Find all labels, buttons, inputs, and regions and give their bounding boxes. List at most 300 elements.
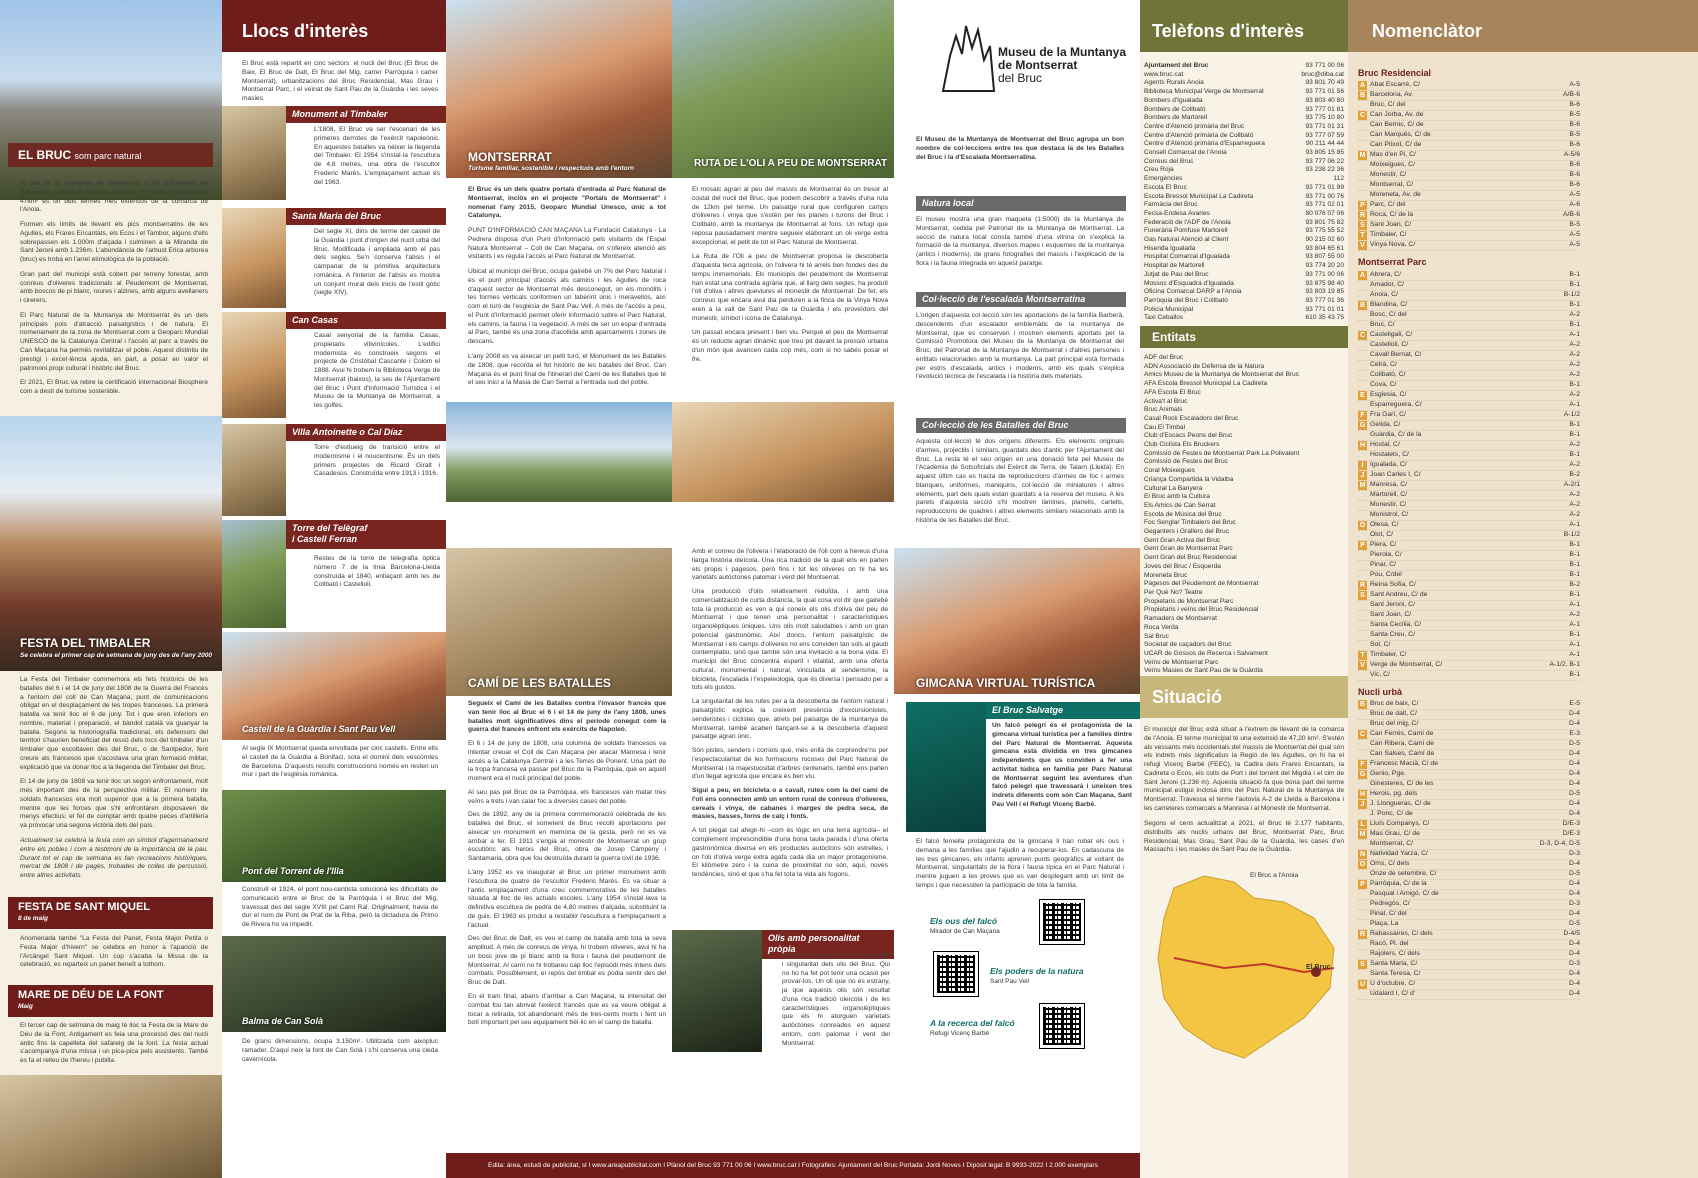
nomenclator-row bbox=[1358, 720, 1580, 730]
street-name: Onze de setembre, C/ bbox=[1370, 869, 1437, 877]
street-coord: B-6 bbox=[1569, 101, 1580, 109]
nomenclator-row bbox=[1358, 910, 1580, 920]
phone-number[interactable]: 93 803 19 85 bbox=[1305, 288, 1344, 296]
street-name: Can Jorba, Av. de bbox=[1370, 111, 1424, 119]
street-name: Parc, C/ del bbox=[1370, 201, 1406, 209]
phone-number[interactable]: 93 771 01 31 bbox=[1305, 122, 1344, 130]
nomenclator-row bbox=[1358, 351, 1580, 361]
place-title-villa: Villa Antoinette o Cal Díaz bbox=[286, 424, 446, 441]
phone-number[interactable]: 93 771 00 06 bbox=[1305, 270, 1344, 278]
street-coord: A-2 bbox=[1569, 370, 1580, 378]
phone-name: Ajuntament del Bruc bbox=[1144, 62, 1209, 69]
entitat-item: Pagesos del Peudemont de Montserrat bbox=[1144, 580, 1259, 588]
phone-number[interactable]: 93 771 01 89 bbox=[1305, 183, 1344, 191]
phone-number[interactable]: 93 777 01 36 bbox=[1305, 296, 1344, 304]
street-name: Mas d'en Pi, C/ bbox=[1370, 151, 1416, 159]
street-name: Mas Grau, C/ de bbox=[1370, 829, 1420, 837]
street-name: Martorell, C/ bbox=[1370, 490, 1408, 498]
street-coord: B-1 bbox=[1569, 670, 1580, 678]
phone-number[interactable]: 93 775 10 80 bbox=[1305, 114, 1344, 122]
nomenclator-row bbox=[1358, 111, 1580, 121]
letter-badge: O bbox=[1359, 521, 1366, 529]
entitat-item: Gent Gran Activa del Bruc bbox=[1144, 536, 1221, 544]
street-name: Natividad Yarza, C/ bbox=[1370, 849, 1428, 857]
phone-row bbox=[1144, 219, 1344, 228]
nomenclator-row bbox=[1358, 591, 1580, 601]
phone-row bbox=[1144, 114, 1344, 123]
phone-row bbox=[1144, 314, 1344, 323]
street-coord: B-1 bbox=[1569, 320, 1580, 328]
nomenclator-row bbox=[1358, 601, 1580, 611]
street-coord: D-3 bbox=[1569, 899, 1580, 907]
street-name: Parròquia, C/ de la bbox=[1370, 879, 1427, 887]
street-coord: A-1 bbox=[1569, 600, 1580, 608]
phone-row bbox=[1144, 236, 1344, 245]
column-telefons bbox=[1140, 0, 1348, 1178]
nomenclator-row bbox=[1358, 581, 1580, 591]
nomenclator-row bbox=[1358, 960, 1580, 970]
cami-batalles-title: CAMÍ DE LES BATALLES bbox=[468, 676, 611, 690]
letter-badge: G bbox=[1359, 421, 1366, 429]
batalles-text: Aquesta col·lecció té dos orígens diferents. Els elements originals d'armes, projectils i similars, guardats des d'antic per l'Ajuntament del Bruc. La resta té el seu origen en una donació feta pel Museu de l'Acadèmia de Sotsoficials del Exèrcit de Terra, de Talarn (Lleida). En aquest últim cas es tracta de reproduccions d'armes de foc i armes blanques, uniformes, maniquins, col·lecció de miniatures i altres elements, part dels quals estan guardats a la reserva del museu. A les parets d'aquesta secció s'hi mostren làmines, planells, cartells, reproduccions de quadres i altres elements similars relacionats amb la història de les Batalles del Bruc. bbox=[916, 438, 1124, 524]
street-name: Sant Joan, C/ bbox=[1370, 221, 1412, 229]
street-coord: D/E-3 bbox=[1562, 829, 1580, 837]
nomenclator-row bbox=[1358, 840, 1580, 850]
street-coord: D-5 bbox=[1569, 789, 1580, 797]
letter-badge: H bbox=[1359, 441, 1366, 449]
place-title-santa-maria: Santa Maria del Bruc bbox=[286, 208, 446, 225]
letter-badge: C bbox=[1359, 730, 1366, 738]
street-coord: D-4 bbox=[1569, 879, 1580, 887]
phone-number[interactable]: 80 076 07 06 bbox=[1305, 209, 1344, 217]
phone-number[interactable]: 93 805 15 85 bbox=[1305, 149, 1344, 157]
letter-badge bbox=[1358, 641, 1367, 650]
street-coord: B-6 bbox=[1569, 121, 1580, 129]
phone-name: Federació de l'ADF de l'Anoia bbox=[1144, 218, 1231, 226]
phone-number[interactable]: 93 777 06 22 bbox=[1305, 157, 1344, 165]
letter-badge bbox=[1358, 381, 1367, 390]
sant-miquel-header: FESTA DE SANT MIQUEL 8 de maig bbox=[8, 897, 213, 929]
letter-badge bbox=[1358, 281, 1367, 290]
letter-badge: R bbox=[1359, 212, 1366, 220]
letter-badge bbox=[1358, 810, 1367, 819]
letter-badge bbox=[1358, 101, 1367, 110]
street-coord: A-1 bbox=[1569, 640, 1580, 648]
nomenclator-row bbox=[1358, 641, 1580, 651]
street-coord: B-1 bbox=[1569, 550, 1580, 558]
street-coord: B-1 bbox=[1569, 270, 1580, 278]
entitat-item: Joves del Bruc / Esquerda bbox=[1144, 562, 1221, 570]
street-coord: A-2 bbox=[1569, 390, 1580, 398]
street-name: Rabassaires, C/ dels bbox=[1370, 929, 1433, 937]
nomenclator-row bbox=[1358, 211, 1580, 221]
nomenclator-row bbox=[1358, 651, 1580, 661]
phone-name: Taxi Ceballos bbox=[1144, 314, 1184, 322]
nomenclator-row bbox=[1358, 541, 1580, 551]
nomenclator-row bbox=[1358, 91, 1580, 101]
letter-badge bbox=[1358, 401, 1367, 410]
nomenclator-section-title: Bruc Residencial bbox=[1358, 68, 1432, 78]
el-bruc-title: EL BRUC som parc natural bbox=[8, 143, 213, 167]
phone-number[interactable]: 610 35 43 75 bbox=[1305, 314, 1344, 322]
street-name: Pedregós, C/ bbox=[1370, 899, 1410, 907]
letter-badge bbox=[1358, 990, 1367, 999]
phone-name: Biblioteca Municipal Verge de Montserrat bbox=[1144, 88, 1264, 96]
street-name: J. Llongueras, C/ de bbox=[1370, 799, 1431, 807]
street-name: Esglesia, C/ bbox=[1370, 390, 1407, 398]
phone-row bbox=[1144, 297, 1344, 306]
entitat-item: Propietaris de Montserrat Parc bbox=[1144, 597, 1234, 605]
phone-number[interactable]: 93 771 01 56 bbox=[1305, 88, 1344, 96]
street-coord: A-1 bbox=[1569, 520, 1580, 528]
phone-number[interactable]: 93 801 70 49 bbox=[1305, 79, 1344, 87]
nomenclator-row bbox=[1358, 760, 1580, 770]
entitat-item: ADF del Bruc bbox=[1144, 354, 1184, 361]
place-text-villa: Torre d'estiueig de transició entre el modernisme i el noucentisme. És un dels primers projectes de Ricard Giralt i Casadesús. Construïda entre 1913 i 1916. bbox=[314, 444, 440, 478]
letter-badge: M bbox=[1359, 481, 1366, 489]
letter-badge bbox=[1358, 321, 1367, 330]
street-coord: A-5 bbox=[1569, 81, 1580, 89]
map-label: El Bruc a l'Anoia bbox=[1250, 872, 1299, 879]
letter-badge: F bbox=[1358, 760, 1367, 769]
letter-badge: C bbox=[1359, 112, 1366, 120]
letter-badge bbox=[1358, 621, 1367, 630]
phone-name: Farmàcia del Bruc bbox=[1144, 201, 1198, 209]
phone-row bbox=[1144, 175, 1344, 184]
street-name: Monestir, C/ bbox=[1370, 500, 1407, 508]
street-name: Can Marquès, C/ de bbox=[1370, 131, 1431, 139]
nomenclator-list bbox=[1358, 62, 1580, 1000]
street-coord: A-2 bbox=[1569, 490, 1580, 498]
street-name: Esparreguera, C/ bbox=[1370, 400, 1422, 408]
letter-badge bbox=[1358, 121, 1367, 130]
telefons-title: Telèfons d'interès bbox=[1140, 0, 1348, 52]
letter-badge bbox=[1358, 561, 1367, 570]
letter-badge bbox=[1358, 511, 1367, 520]
pont-text: Construït el 1924, el pont nou-centista soluciona les dificultats de comunicació entre el Bruc de la Parròquia i el Bruc del Mig, travessat des del segle XVIII pel Camí Ral. Originalment, havia de dur el nom de Pont de Prat de la Riba, però la dictadura de Primo de Rivera ho va impedir. bbox=[242, 886, 438, 929]
letter-badge: P bbox=[1358, 541, 1367, 550]
column-el-bruc bbox=[0, 0, 222, 1178]
street-name: Udalard I, C/ d' bbox=[1370, 989, 1416, 997]
nomenclator-row bbox=[1358, 551, 1580, 561]
nomenclator-row bbox=[1358, 511, 1580, 521]
street-name: Herois, pg. dels bbox=[1370, 789, 1418, 797]
letter-badge: A bbox=[1359, 82, 1366, 90]
phone-number[interactable]: 93 771 01 01 bbox=[1305, 305, 1344, 313]
street-coord: A-2 bbox=[1569, 340, 1580, 348]
phone-number[interactable]: 93 774 20 20 bbox=[1305, 262, 1344, 270]
phone-name: Mossos d'Esquadra d'Igualada bbox=[1144, 279, 1234, 287]
nomenclator-row bbox=[1358, 141, 1580, 151]
phone-row bbox=[1144, 158, 1344, 167]
phone-number[interactable]: 93 771 02 01 bbox=[1305, 201, 1344, 209]
letter-badge: S bbox=[1358, 960, 1367, 969]
street-coord: A-1/2 bbox=[1563, 410, 1580, 418]
falco-text: El falcó femella protagonista de la gimcana li han robat els ous i demana a les famílies que l'ajudin a recuperar-los. En cadascuna de les tres gimcanes, els infants aprenen punts geogràfics al voltant de Montserrat, singularitats de la flora i fauna típica en el Parc Natural i mentre juguen a les proves que es van desplegant amb un límit de temps i que necessiten la participació de tota la família. bbox=[916, 838, 1124, 889]
street-name: Francesc Macià, C/ de bbox=[1370, 759, 1438, 767]
phone-number[interactable]: 93 875 98 40 bbox=[1305, 279, 1344, 287]
phone-row bbox=[1144, 132, 1344, 141]
street-name: Barcelona, Av. bbox=[1370, 91, 1414, 99]
street-coord: A/B-6 bbox=[1563, 91, 1580, 99]
nomenclator-row bbox=[1358, 371, 1580, 381]
phone-number[interactable]: 93 777 01 81 bbox=[1305, 105, 1344, 113]
phone-row bbox=[1144, 97, 1344, 106]
street-name: Sant Joan, C/ bbox=[1370, 610, 1412, 618]
phone-number[interactable]: 93 801 75 82 bbox=[1305, 218, 1344, 226]
entitat-item: Amics Museu de la Muntanya de Montserrat del Bruc bbox=[1144, 371, 1300, 379]
street-coord: A-2 bbox=[1569, 610, 1580, 618]
phone-name: Hisenda Igualada bbox=[1144, 244, 1196, 252]
letter-badge: B bbox=[1359, 700, 1366, 708]
letter-badge: I bbox=[1358, 461, 1367, 470]
phone-number[interactable]: bruc@diba.cat bbox=[1301, 70, 1344, 78]
nomenclator-row bbox=[1358, 571, 1580, 581]
nomenclator-row bbox=[1358, 561, 1580, 571]
phone-number[interactable]: 93 777 07 59 bbox=[1305, 131, 1344, 139]
letter-badge bbox=[1358, 870, 1367, 879]
street-name: Piera, C/ bbox=[1370, 540, 1397, 548]
street-coord: D-4 bbox=[1569, 909, 1580, 917]
nomenclator-row bbox=[1358, 521, 1580, 531]
letter-badge: T bbox=[1358, 651, 1367, 660]
street-coord: E-5 bbox=[1569, 699, 1580, 707]
phone-number[interactable]: 93 807 55 00 bbox=[1305, 253, 1344, 261]
street-coord: B-1/2 bbox=[1563, 530, 1580, 538]
phone-number[interactable]: 112 bbox=[1333, 175, 1344, 183]
letter-badge bbox=[1358, 970, 1367, 979]
phone-name: Correus del Bruc bbox=[1144, 157, 1194, 165]
nomenclator-row bbox=[1358, 930, 1580, 940]
street-name: Fra Garí, C/ bbox=[1370, 410, 1406, 418]
entitat-item: UCAR de Gossos de Recerca i Salvament bbox=[1144, 649, 1268, 657]
letter-badge: P bbox=[1358, 880, 1367, 889]
street-name: Vinya Nova, C/ bbox=[1370, 241, 1416, 249]
phone-row bbox=[1144, 193, 1344, 202]
entitat-item: Cau El Timbal bbox=[1144, 423, 1186, 431]
nomenclator-row bbox=[1358, 990, 1580, 1000]
letter-badge bbox=[1358, 601, 1367, 610]
street-name: Monistrol, C/ bbox=[1370, 510, 1409, 518]
street-coord: D-4 bbox=[1569, 749, 1580, 757]
street-name: Abat Escarré, C/ bbox=[1370, 81, 1420, 89]
phone-name: Escola Bressol Municipal La Cadireta bbox=[1144, 192, 1254, 200]
street-name: Pou, C/del bbox=[1370, 570, 1402, 578]
street-coord: D-3, D-4, D-5 bbox=[1539, 839, 1580, 847]
nomenclator-row bbox=[1358, 820, 1580, 830]
phone-row bbox=[1144, 306, 1344, 315]
street-name: Moixeigues, C/ bbox=[1370, 161, 1415, 169]
letter-badge: L bbox=[1358, 820, 1367, 829]
nomenclator-title: Nomenclàtor bbox=[1348, 0, 1698, 52]
phone-name: Funerària Pomfuse Martorell bbox=[1144, 227, 1228, 235]
street-coord: E-3 bbox=[1569, 729, 1580, 737]
nomenclator-row bbox=[1358, 151, 1580, 161]
phone-row bbox=[1144, 288, 1344, 297]
nomenclator-row bbox=[1358, 221, 1580, 231]
street-coord: A-2 bbox=[1569, 440, 1580, 448]
street-name: Bruc, C/ bbox=[1370, 320, 1395, 328]
qr-code-2[interactable] bbox=[934, 952, 978, 996]
street-name: Castelloli, C/ bbox=[1370, 340, 1409, 348]
column-llocs bbox=[222, 0, 446, 1178]
letter-badge: T bbox=[1358, 231, 1367, 240]
nomenclator-row bbox=[1358, 710, 1580, 720]
street-coord: B-1/2 bbox=[1563, 290, 1580, 298]
street-coord: B-1 bbox=[1569, 540, 1580, 548]
phone-number[interactable]: 93 238 22 36 bbox=[1305, 166, 1344, 174]
letter-badge: R bbox=[1359, 581, 1366, 589]
street-name: Manresa, C/ bbox=[1370, 480, 1408, 488]
nomenclator-row bbox=[1358, 970, 1580, 980]
phone-number[interactable]: 93 771 00 06 bbox=[1305, 62, 1344, 69]
qr3-subtitle: Refugi Vicenç Barbé bbox=[930, 1030, 990, 1037]
street-coord: D-4 bbox=[1569, 799, 1580, 807]
nomenclator-row bbox=[1358, 890, 1580, 900]
nomenclator-row bbox=[1358, 281, 1580, 291]
balma-text: De grans dimensions, ocupa 3.150m². Utilitzada com aixopluc ramader. D'aquí neix la font de Can Solà i s'hi conserva una cleda cavernícola. bbox=[242, 1038, 438, 1063]
phone-name: Centre d'Atenció primària del Bruc bbox=[1144, 122, 1245, 130]
street-coord: A-1 bbox=[1569, 620, 1580, 628]
street-coord: D-4 bbox=[1569, 969, 1580, 977]
nomenclator-row bbox=[1358, 241, 1580, 251]
entitat-item: Geganters i Grallers del Bruc bbox=[1144, 528, 1230, 536]
phone-row bbox=[1144, 140, 1344, 149]
entitat-item: Ramaders de Montserrat bbox=[1144, 615, 1217, 623]
entitat-item: Els Amics de Can Serrat bbox=[1144, 501, 1216, 509]
street-name: Montserrat, C/ bbox=[1370, 181, 1414, 189]
phone-name: Policia Municipal bbox=[1144, 305, 1194, 313]
phone-name: Fecsa-Endesa Avaries bbox=[1144, 209, 1210, 217]
column-nomenclator bbox=[1348, 0, 1698, 1178]
entitat-item: Bruc Animals bbox=[1144, 406, 1183, 414]
entitat-item: Activa't al Bruc bbox=[1144, 397, 1188, 405]
street-name: Can Salses, Camí de bbox=[1370, 749, 1435, 757]
letter-badge bbox=[1358, 361, 1367, 370]
entitat-item: Veïns Masies de Sant Pau de la Guàrdia bbox=[1144, 667, 1263, 675]
street-coord: B-1 bbox=[1569, 560, 1580, 568]
festa-timbaler-subtitle: Se celebra el primer cap de setmana de juny des de l'any 2000 bbox=[20, 652, 212, 659]
nomenclator-row bbox=[1358, 740, 1580, 750]
street-name: Abrera, C/ bbox=[1370, 270, 1401, 278]
nomenclator-row bbox=[1358, 401, 1580, 411]
nomenclator-row bbox=[1358, 611, 1580, 621]
street-name: Bruc de dalt, C/ bbox=[1370, 709, 1417, 717]
street-coord: A-2 bbox=[1569, 310, 1580, 318]
phone-row bbox=[1144, 227, 1344, 236]
street-name: Montserrat, C/ bbox=[1370, 839, 1414, 847]
phone-name: Gas Natural Atenció al Client bbox=[1144, 236, 1229, 244]
nomenclator-row bbox=[1358, 780, 1580, 790]
entitat-item: Club Ciclista Els Bruckers bbox=[1144, 441, 1220, 449]
street-coord: B-2 bbox=[1569, 470, 1580, 478]
letter-badge bbox=[1358, 551, 1367, 560]
letter-badge: R bbox=[1359, 930, 1366, 938]
nomenclator-row bbox=[1358, 790, 1580, 800]
nomenclator-row bbox=[1358, 321, 1580, 331]
qr-code-1[interactable] bbox=[1040, 900, 1084, 944]
nomenclator-row bbox=[1358, 621, 1580, 631]
street-coord: B-6 bbox=[1569, 141, 1580, 149]
nomenclator-row bbox=[1358, 161, 1580, 171]
street-coord: D-4 bbox=[1569, 889, 1580, 897]
phone-name: Creu Roja bbox=[1144, 166, 1174, 174]
phone-name: Bombers de Collbató bbox=[1144, 105, 1206, 113]
street-coord: B-5 bbox=[1569, 221, 1580, 229]
nomenclator-row bbox=[1358, 880, 1580, 890]
phone-row bbox=[1144, 280, 1344, 289]
street-coord: B-1 bbox=[1569, 570, 1580, 578]
street-coord: D-3 bbox=[1569, 959, 1580, 967]
qr-code-3[interactable] bbox=[1040, 1004, 1084, 1048]
torre-photo bbox=[222, 520, 286, 628]
street-name: Pinal, C/ del bbox=[1370, 909, 1407, 917]
entitat-item: ADN Associació de Defensa de la Natura bbox=[1144, 362, 1265, 370]
nomenclator-row bbox=[1358, 231, 1580, 241]
place-text-santa-maria: Del segle XI, dins de terme del castell de la Guàrdia i punt d'origen del nucli urbà del Bruc. Modificada i ampliada amb el pas dels segles. Se'n conserva l'absis i el campanar de la primitiva arquitectura romànica. A l'interior de l'absis es mostra un conjunt mural dels inicis de l'estil gòtic (segle XIV). bbox=[314, 228, 440, 297]
phone-number[interactable]: 90 215 02 60 bbox=[1305, 236, 1344, 244]
phone-number[interactable]: 93 804 65 61 bbox=[1305, 244, 1344, 252]
phone-number[interactable]: 93 803 40 80 bbox=[1305, 96, 1344, 104]
phone-name: Bombers d'Igualada bbox=[1144, 96, 1203, 104]
place-text-torre: Restes de la torre de telegrafia òptica número 7 de la línia Barcelona-Lleida construïda el 1840, enllaçant amb les de Collbató i Castelloli. bbox=[314, 555, 440, 589]
street-name: Can Ribera, Camí de bbox=[1370, 739, 1434, 747]
street-name: Santa Maria, C/ bbox=[1370, 959, 1418, 967]
nomenclator-row bbox=[1358, 810, 1580, 820]
street-coord: B-5 bbox=[1569, 131, 1580, 139]
llocs-intro: El Bruc està repartit en cinc sectors: el nucli del Bruc (El Bruc de Baix, El Bruc de Dalt, El Bruc del Mig, carrer Parròquia i carrer Montserrat), urbanitzacions del Bruc Residencial, Mas Grau i Montserrat Parc, i el veïnat de Sant Pau de la Guàrdia i les seves masies. bbox=[242, 60, 438, 102]
street-coord: B-1 bbox=[1569, 450, 1580, 458]
phone-number[interactable]: 93 771 00 76 bbox=[1305, 192, 1344, 200]
street-name: Can Ferrés, Camí de bbox=[1370, 729, 1434, 737]
oli-text-2: Amb el conreu de l'olivera i l'elaboració de l'oli com a hereus d'una llarga història oleícola. Una rica tradició de la qual ens en parlen els propis i pagesos, però fins i tot les oliveres on hi ha les varietats autòctones palomar i verd del Montserrat. Una producció d'olis relativament reduïda, i amb una comercialització de curta distància, la qual cosa vol dir que gairebé tota la producció es ven a qui coneix els olis d'oliva del peu de Montserrat i que tenen una personalitat i característiques organolèptiques úniques. Uns olis molt saludables i amb un gran potencial gastronòmic. Així doncs, l'entorn paisatgístic de Montserrat i els camps d'oliveres no ens conviden tan sols al gaudi contemplatiu, sinó que també són una invitació a la bona vida. El municipi del Bruc concentra esperit i vitalitat, amb una oferta cultural, monumental i natural, vinculada al senderisme, la bicicleta, l'escalada i l'espeleologia, que és diversa i pensado per a tots els gustos. La singularitat de les rutes per a la descoberta de l'entorn natural i paisatgístic explica la creixent presència d'excursionistes, senderistes i ciclistes que, atrets pel paisatge de la muntanya de Montserrat, també acaben llançant-se a la descoberta d'aquest paisatge agrari únic. Són pistes, senders i corriols que, més enllà de corprendre'ns per l'espectacularitat de les formacions rocoses del Parc Natural de Montserrat i la majestuositat d'arbres centenaris, també ens parlen d'un llegat agrícola que encara és ben viu. Sigui a peu, en bicicleta o a cavall, rutes com la del camí de l'oli ens connecten amb un entorn rural de conreus d'oliveres, cereals i vinya, de cabanes i marges de pedra seca, de masies, basses, forns de calç i fonts. A tot plegat cal afegir-hi –com és lògic en una terra agrícola– el complement imprescindible d'una bona taula parada i d'una oferta gastronòmica diversa en els productes autòctons són estrelles, i on l'oli d'oliva verge extra agafa cada dia un major protagonisme. El kilòmetre zero i la cuina de proximitat no són, aquí, noves tendències, sinó el que s'ha fet tota la vida als fogons. bbox=[692, 548, 888, 879]
phone-name: Emergències bbox=[1144, 175, 1183, 183]
nomenclator-row bbox=[1358, 191, 1580, 201]
column-museu bbox=[894, 0, 1140, 1178]
entitat-item: Moreneta Bruc bbox=[1144, 571, 1188, 579]
sant-miquel-text: Anomenada també "La Festa del Panet, Festa Major Petita o Festa Major d'hivern" se celebra en honor a l'aparició de l'Arcàngel Sant Miquel. Un cop s'acaba la Missa de la celebració, es reparteix un panet beneït a tothom. bbox=[20, 935, 208, 969]
street-coord: B-6 bbox=[1569, 181, 1580, 189]
letter-badge bbox=[1358, 181, 1367, 190]
phone-name: Oficina Comarcal DARP a l'Anoia bbox=[1144, 288, 1242, 296]
letter-badge bbox=[1358, 171, 1367, 180]
phone-name: Jutjat de Pau del Bruc bbox=[1144, 270, 1209, 278]
street-coord: D-4 bbox=[1569, 769, 1580, 777]
qr1-title: Els ous del falcó bbox=[930, 916, 998, 926]
street-coord: D-4 bbox=[1569, 979, 1580, 987]
escalada-text: L'origen d'aquesta col·lecció són les aportacions de la família Barberà, descendents d'un escalador emblemàtic de la muntanya de Montserrat, que es conserven i mostren elements aportats per la Comissió Promotora del Museu de la Muntanya de Montserrat del Bruc, del Patronat de la Muntanya de Montserrat i d'altres persones i entitats relacionades amb la muntanya. La part principal està formada per estris d'escalada, antics i moderns, amb els quals s'explica l'evolució tècnica de l'escalada i la història dels materials. bbox=[916, 312, 1124, 381]
phone-row bbox=[1144, 210, 1344, 219]
phone-name: Escola El Bruc bbox=[1144, 183, 1187, 191]
street-coord: A-2 bbox=[1569, 510, 1580, 518]
cami-batalles-text: Segueix el Camí de les Batalles contra l'invasor francès que van tenir lloc al Bruc el 6 i el 14 de juny de l'any 1808, unes batalles molt significatives dins el període conegut com la guerra del francès enfront els exèrcits de Napoleó. El 6 i 14 de juny de 1808, una columna de soldats francesos va intentar creuar el Coll de Can Maçana per atacar Manresa i tenir accés a la Catalunya Central i a les Terres de Ponent. Una part de la tropa francesa va passar pel Bruc de la Parròquia, que en aquell moment era el nucli principal del poble. Al seu pas pel Bruc de la Parròquia, els francesos van matar tres veïns a trets i van calar foc a diverses cases del poble. Des de 1892, any de la primera commemoració celebrada de les batalles del Bruc, el sometent de Bruc recolli aportacions per aixecar un monument en memòria de la gesta, però no es va arribar a fer. El 1911 s'erigia al monestir de Montserrat un grup escultòric als herois del Bruc, obra de Josep Campeny i Santamaria, obra que fou destruïda durant la guerra civil de 1936. L'any 1952 es va inaugurar al Bruc un primer monument amb l'escultura de quatre de l'escultor Frederic Marès. Es va situar a l'antic emplaçament d'una creu commemorativa de les batalles situada al lloc de les actuals escoles. L'any 1954 s'instal·lava la definitiva escultura de pedra de 4,80 metres d'alçada, substituint la de guix. El 1963 es produí a restablir l'escultura a l'emplaçament a l'actual. Des del Bruc de Dalt, es veu el camp de batalla amb tota la seva amplitud. A més de conreus de vinya, hi trobem oliveres, avui hi ha un bosc jove de pi blanc amb la flora i fauna del peudemont de Montserrat. Al camí no hi trobareu cap lloc l'episodi més intens dels combats. Possiblement, el repòs del timbal es podia sentir des del Bruc de Dalt. En el tram final, abans d'arribar a Can Maçana, la intensitat del combat fou tan abrivat l'exèrcit francès que es va veure obligat a tocar a retirada, tot abandonant més de tres-cents morts i fent un botí important pel seu equipament bèl·lic en el camp de batalla. bbox=[468, 700, 666, 1027]
gimcana-title: GIMCANA VIRTUAL TURÍSTICA bbox=[916, 676, 1096, 690]
street-coord: D-4 bbox=[1569, 939, 1580, 947]
street-name: Olesa, C/ bbox=[1370, 520, 1399, 528]
street-name: J. Ponc, C/ de bbox=[1370, 809, 1413, 817]
letter-badge bbox=[1358, 141, 1367, 150]
entitats-title: Entitats bbox=[1140, 326, 1348, 348]
timbaler-text: La Festa del Timbaler commemora els fets històrics de les batalles del 6 i el 14 de juny del 1808 de la Guerra del Francès a l'entorn del coll de Can Maçana, punt de comunicacions obligat en el desplaçament de les tropes franceses. La primera batalla va tenir lloc el 6 de juny. Tot i que eren inferiors en nombre, material i preparació, el bàndol català va guanyar la batalla. Segons la historiografia tradicional, els defensors del territori s'haurien beneficiat del ressò dels tocs del timbaler d'un timbaler que escoltaven des del Bruc, o de Santpedor, fent creure als francesos que s'acostava una gran formació militar, explicació que va donar lloc a la llegenda del Timbaler del Bruc. El 14 de juny de 1808 va tenir lloc un segon enfrontament, molt més important des de la perspectiva militar. El número de soldats francesos era molt superior que a la primera batalla, mentre que les forces que s'hi enfrontaren disposaven de menys efectius; el fet de comptar amb quatre peces d'artilleria va provocar una segona victòria dels del país. Actualment se celebra la festa com un símbol d'agermanament entre els pobles i com a testimoni de la importància de la pau. Durant tot el cap de setmana es fan recreacions històriques, mercat de 1808 i de pagès, trobades de colles de percussió, entre altres activitats. bbox=[20, 676, 208, 880]
entitat-item: Criança Compartida la Vidalba bbox=[1144, 475, 1234, 483]
street-coord: A-5/6 bbox=[1563, 151, 1580, 159]
phone-number[interactable]: 93 775 55 52 bbox=[1305, 227, 1344, 235]
letter-badge bbox=[1358, 780, 1367, 789]
nomenclator-row bbox=[1358, 750, 1580, 760]
phone-number[interactable]: 90 211 44 44 bbox=[1305, 140, 1344, 148]
street-name: Roca, C/ de la bbox=[1370, 211, 1414, 219]
street-name: Genio, Pge. bbox=[1370, 769, 1406, 777]
